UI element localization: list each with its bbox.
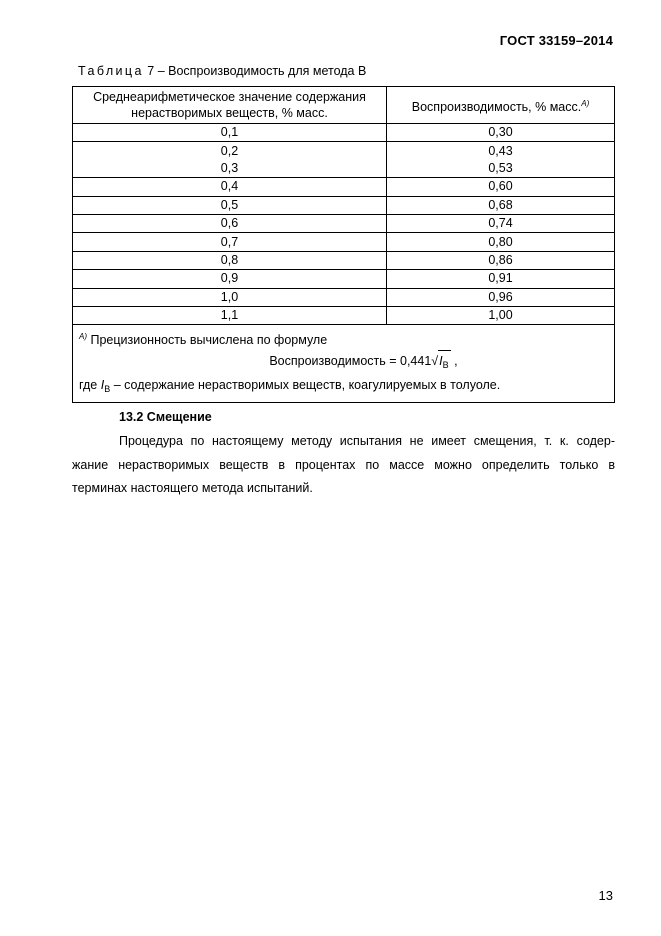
section-paragraph: [72, 430, 615, 501]
table-row: [73, 251, 615, 269]
column-header-mean-line2: нерастворимых веществ, % масс.: [131, 106, 328, 120]
table-row: [73, 233, 615, 251]
table-caption: [78, 64, 366, 78]
radical-sign-icon: √: [431, 354, 439, 369]
table-row: [73, 288, 615, 306]
column-header-reproducibility-label: Воспроизводимость, % масс.: [411, 99, 582, 114]
formula-subscript: B: [442, 360, 449, 371]
formula: [119, 350, 608, 375]
cell-mean: 0,8: [73, 251, 387, 269]
formula-lhs: Воспроизводимость = 0,441: [269, 354, 432, 369]
column-header-mean: [73, 87, 387, 124]
column-header-reproducibility: [387, 87, 615, 124]
where-text: – содержание нерастворимых веществ, коагулируемых в толуоле.: [113, 378, 501, 393]
table-row: [73, 214, 615, 232]
page-number: 13: [598, 888, 613, 903]
document-code: ГОСТ 33159–2014: [499, 33, 613, 48]
footnote-text: Прецизионность вычислена по формуле: [90, 333, 328, 348]
cell-reproducibility: 0,86: [387, 251, 615, 269]
table-row: [73, 270, 615, 288]
table-caption-text: 7 – Воспроизводимость для метода В: [147, 64, 367, 78]
cell-reproducibility: 0,53: [387, 160, 615, 178]
cell-reproducibility: 0,68: [387, 196, 615, 214]
paragraph-line: жание нерастворимых веществ в процентах по массе можно определить только в: [72, 457, 615, 472]
paragraph-line: Процедура по настоящему методу испытания не имеет смещения, т. к. содер-: [119, 434, 615, 448]
where-subscript: B: [104, 384, 111, 395]
table-row: [73, 178, 615, 196]
footnote-where: [79, 375, 608, 399]
cell-reproducibility: 0,74: [387, 214, 615, 232]
cell-mean: 0,2: [73, 142, 387, 160]
where-variable: I: [100, 378, 105, 393]
table-row: [73, 124, 615, 142]
cell-mean: 1,1: [73, 306, 387, 324]
footnote-intro: [79, 327, 608, 350]
cell-reproducibility: 0,80: [387, 233, 615, 251]
cell-reproducibility: 1,00: [387, 306, 615, 324]
cell-reproducibility: 0,60: [387, 178, 615, 196]
formula-tail: ,: [454, 354, 458, 369]
section-heading: 13.2 Смещение: [119, 410, 212, 424]
cell-mean: 1,0: [73, 288, 387, 306]
cell-mean: 0,1: [73, 124, 387, 142]
cell-mean: 0,3: [73, 160, 387, 178]
table-row: [73, 142, 615, 160]
formula-radicand: [438, 350, 451, 375]
cell-mean: 0,6: [73, 214, 387, 232]
column-header-note-mark: А): [581, 98, 590, 108]
paragraph-line: терминах настоящего метода испытаний.: [72, 481, 313, 495]
square-root: [431, 350, 450, 375]
where-prefix: где: [79, 378, 98, 393]
cell-reproducibility: 0,91: [387, 270, 615, 288]
reproducibility-table: [72, 86, 615, 403]
cell-mean: 0,9: [73, 270, 387, 288]
table-body: [73, 124, 615, 403]
cell-mean: 0,7: [73, 233, 387, 251]
cell-reproducibility: 0,30: [387, 124, 615, 142]
cell-mean: 0,4: [73, 178, 387, 196]
table-footnote: [73, 325, 615, 403]
table-row: [73, 306, 615, 324]
table-footnote-row: [73, 325, 615, 403]
table-row: [73, 196, 615, 214]
footnote-mark: А): [79, 332, 87, 342]
table-row: [73, 160, 615, 178]
cell-reproducibility: 0,96: [387, 288, 615, 306]
formula-variable: I: [439, 354, 443, 369]
cell-mean: 0,5: [73, 196, 387, 214]
cell-reproducibility: 0,43: [387, 142, 615, 160]
table-caption-label: Таблица: [78, 64, 144, 78]
column-header-mean-line1: Среднеарифметическое значение содержания: [93, 90, 366, 104]
